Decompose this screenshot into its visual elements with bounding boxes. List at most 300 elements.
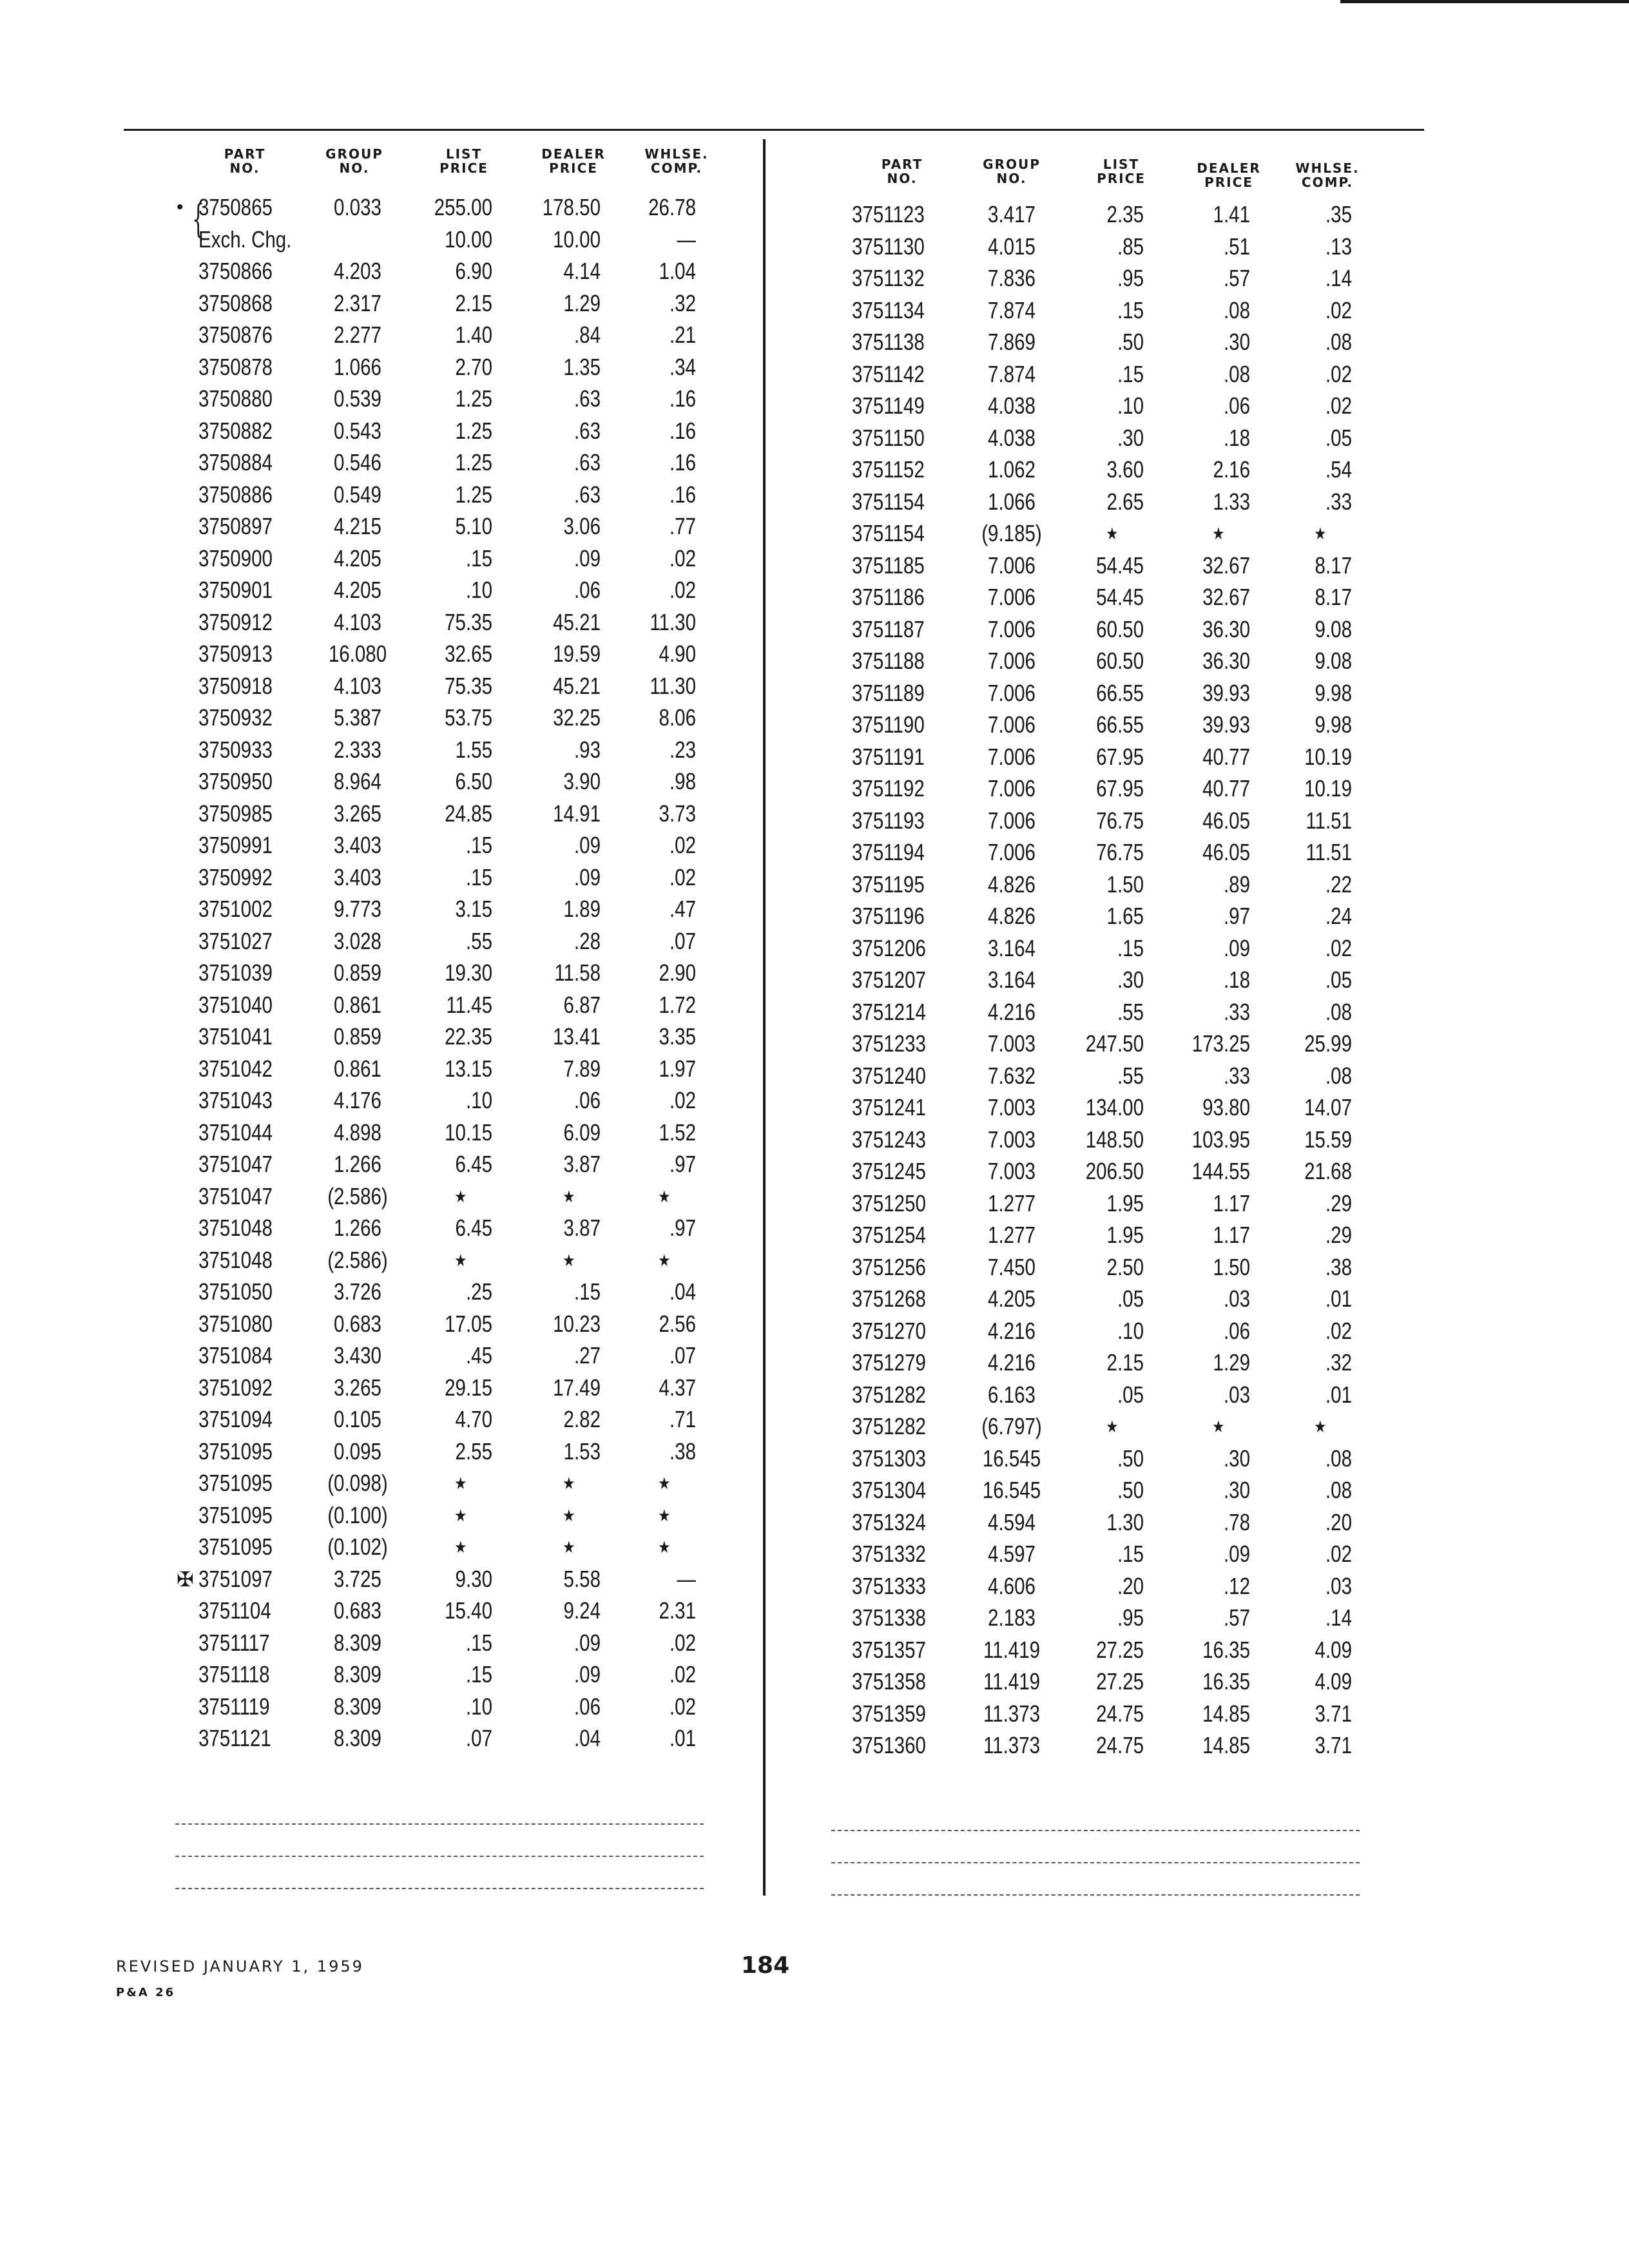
dealer-price-cell: .57 bbox=[1223, 265, 1250, 291]
group-number-cell: 3.265 bbox=[334, 800, 381, 827]
list-price-cell: 1.30 bbox=[1106, 1508, 1144, 1535]
dealer-price-cell: .33 bbox=[1223, 998, 1250, 1025]
group-number-cell: (0.100) bbox=[327, 1501, 388, 1528]
list-price-cell: 60.50 bbox=[1096, 615, 1144, 642]
part-number-cell: 3751189 bbox=[852, 679, 925, 706]
blank-line bbox=[831, 1894, 1360, 1896]
blank-line bbox=[175, 1888, 704, 1889]
part-number-cell: 3751193 bbox=[852, 807, 925, 834]
dealer-price-cell: 17.49 bbox=[553, 1374, 601, 1401]
list-price-cell: .25 bbox=[465, 1278, 492, 1305]
list-price-cell: 1.50 bbox=[1106, 870, 1144, 898]
whlse-comp-cell: .33 bbox=[1325, 488, 1352, 515]
dealer-price-cell: .03 bbox=[1223, 1285, 1250, 1312]
group-number-cell: 0.859 bbox=[334, 959, 381, 986]
dealer-price-cell: 45.21 bbox=[553, 608, 601, 635]
group-number-cell: 6.163 bbox=[988, 1381, 1036, 1408]
part-number-cell: 3750884 bbox=[198, 449, 273, 476]
group-number-cell: 4.205 bbox=[334, 544, 381, 572]
blank-line bbox=[175, 1856, 704, 1857]
whlse-comp-cell: .08 bbox=[1325, 1445, 1352, 1472]
right-header-dealer bbox=[1181, 161, 1277, 189]
whlse-comp-cell: .02 bbox=[669, 544, 696, 572]
dealer-price-cell: .30 bbox=[1223, 1445, 1250, 1472]
part-number-cell: 3751121 bbox=[198, 1725, 271, 1751]
dealer-price-cell: .06 bbox=[574, 577, 601, 603]
dealer-price-cell: .93 bbox=[574, 736, 601, 763]
part-number-cell: 3751279 bbox=[852, 1349, 926, 1376]
list-price-cell: 17.05 bbox=[445, 1310, 492, 1337]
list-price-cell: 11.45 bbox=[446, 991, 492, 1018]
group-number-cell: 7.003 bbox=[988, 1158, 1036, 1184]
whlse-comp-cell: .34 bbox=[669, 353, 696, 380]
list-price-cell: .05 bbox=[1117, 1381, 1144, 1408]
header-group-line2: NO. bbox=[996, 171, 1027, 186]
dealer-price-cell: ★ bbox=[1212, 1417, 1225, 1436]
part-number-cell: 3751095 bbox=[198, 1437, 273, 1465]
part-number-cell: 3751039 bbox=[198, 959, 273, 986]
group-number-cell: 4.103 bbox=[334, 672, 381, 699]
dealer-price-cell: 6.87 bbox=[563, 991, 601, 1018]
part-number-cell: 3751092 bbox=[198, 1374, 273, 1401]
list-price-cell: .15 bbox=[465, 863, 492, 890]
group-number-cell: 4.606 bbox=[988, 1572, 1036, 1599]
dealer-price-cell: 4.14 bbox=[563, 258, 601, 284]
part-number-cell: 3751130 bbox=[852, 233, 925, 260]
whlse-comp-cell: 9.08 bbox=[1315, 615, 1352, 642]
group-number-cell: 16.545 bbox=[982, 1445, 1041, 1472]
part-number-cell: 3751042 bbox=[198, 1055, 273, 1082]
part-number-cell: 3750992 bbox=[198, 863, 273, 890]
part-number-cell: 3750913 bbox=[198, 640, 273, 667]
list-price-cell: .15 bbox=[465, 1629, 492, 1656]
dealer-price-cell: .09 bbox=[1223, 934, 1250, 961]
dealer-price-cell: 32.25 bbox=[553, 704, 601, 731]
dealer-price-cell: .97 bbox=[1223, 903, 1250, 929]
list-price-cell: 2.15 bbox=[1106, 1349, 1144, 1376]
part-number-cell: 3751359 bbox=[852, 1700, 926, 1727]
list-price-cell: .20 bbox=[1117, 1572, 1144, 1599]
group-number-cell: 7.006 bbox=[988, 807, 1036, 834]
list-price-cell: .45 bbox=[465, 1342, 492, 1369]
dealer-price-cell: .30 bbox=[1223, 1477, 1250, 1503]
group-number-cell: (9.185) bbox=[981, 520, 1042, 546]
part-number-cell: 3751138 bbox=[852, 329, 925, 355]
part-number-cell: 3751002 bbox=[198, 896, 273, 922]
list-price-cell: 255.00 bbox=[434, 194, 492, 220]
dealer-price-cell: .09 bbox=[574, 863, 601, 890]
whlse-comp-cell: .02 bbox=[669, 1629, 696, 1656]
group-number-cell: 1.266 bbox=[334, 1215, 381, 1241]
part-number-cell: 3751117 bbox=[198, 1629, 270, 1656]
dealer-price-cell: 14.85 bbox=[1202, 1732, 1250, 1758]
group-number-cell: 4.203 bbox=[334, 258, 381, 284]
dealer-price-cell: .06 bbox=[1223, 392, 1250, 419]
part-number-cell: 3750932 bbox=[198, 704, 273, 731]
part-number-cell: 3751187 bbox=[852, 615, 925, 642]
list-price-cell: 1.25 bbox=[455, 481, 492, 508]
dealer-price-cell: .08 bbox=[1223, 360, 1250, 387]
list-price-cell: 247.50 bbox=[1085, 1030, 1144, 1057]
part-number-cell: 3751190 bbox=[852, 711, 925, 738]
header-whlse-line2: COMP. bbox=[650, 160, 703, 176]
bullet-marker-icon: • bbox=[177, 197, 184, 218]
blank-line bbox=[175, 1823, 704, 1825]
dealer-price-cell: 5.58 bbox=[563, 1565, 601, 1592]
group-number-cell: 2.333 bbox=[334, 736, 381, 763]
group-number-cell: 4.826 bbox=[988, 903, 1036, 929]
cross-marker-icon: ✠ bbox=[177, 1567, 194, 1591]
part-number-cell: 3751044 bbox=[198, 1119, 273, 1146]
whlse-comp-cell: 4.09 bbox=[1315, 1636, 1352, 1663]
part-number-cell: 3751191 bbox=[852, 743, 925, 770]
dealer-price-cell: .28 bbox=[574, 927, 601, 954]
part-number-cell: 3751332 bbox=[852, 1541, 926, 1567]
whlse-comp-cell: 15.59 bbox=[1304, 1126, 1352, 1153]
part-number-cell: 3751185 bbox=[852, 552, 925, 579]
header-part-line1: PART bbox=[224, 146, 266, 162]
group-number-cell: 7.874 bbox=[988, 296, 1036, 323]
list-price-cell: .15 bbox=[1117, 296, 1144, 323]
dealer-price-cell: 32.67 bbox=[1202, 584, 1250, 610]
whlse-comp-cell: .02 bbox=[1325, 1541, 1352, 1567]
group-number-cell: 4.215 bbox=[334, 513, 381, 539]
group-number-cell: 3.430 bbox=[334, 1342, 381, 1369]
whlse-comp-cell: 10.19 bbox=[1304, 743, 1352, 770]
list-price-cell: 10.00 bbox=[445, 226, 492, 253]
part-number-cell: 3751149 bbox=[852, 392, 925, 419]
whlse-comp-cell: .97 bbox=[669, 1151, 696, 1177]
part-number-cell: 3751243 bbox=[852, 1126, 926, 1153]
group-number-cell: 7.632 bbox=[988, 1062, 1036, 1089]
group-number-cell: 11.419 bbox=[983, 1636, 1041, 1663]
whlse-comp-cell: .24 bbox=[1325, 903, 1352, 929]
dealer-price-cell: .09 bbox=[574, 1629, 601, 1656]
group-number-cell: 8.309 bbox=[334, 1725, 381, 1751]
group-number-cell: 1.066 bbox=[334, 353, 381, 380]
list-price-cell: .15 bbox=[465, 1661, 492, 1687]
dealer-price-cell: .57 bbox=[1223, 1604, 1250, 1631]
part-number-cell: 3751118 bbox=[198, 1661, 270, 1687]
whlse-comp-cell: .29 bbox=[1325, 1222, 1352, 1248]
whlse-comp-cell: 4.09 bbox=[1315, 1668, 1352, 1695]
list-price-cell: .15 bbox=[1117, 360, 1144, 387]
group-number-cell: 0.539 bbox=[334, 385, 381, 412]
whlse-comp-cell: .23 bbox=[669, 736, 696, 763]
group-number-cell: 4.038 bbox=[988, 424, 1036, 451]
dealer-price-cell: 6.09 bbox=[563, 1119, 601, 1146]
dealer-price-cell: 3.90 bbox=[563, 768, 601, 794]
group-number-cell: 1.277 bbox=[988, 1222, 1036, 1248]
header-list-line2: PRICE bbox=[1097, 171, 1146, 186]
part-number-cell: 3751027 bbox=[198, 927, 273, 954]
list-price-cell: .15 bbox=[1117, 934, 1144, 961]
part-number-cell: 3750878 bbox=[198, 353, 273, 380]
whlse-comp-cell: ★ bbox=[658, 1186, 671, 1206]
list-price-cell: 1.55 bbox=[455, 736, 492, 763]
whlse-comp-cell: .16 bbox=[669, 417, 696, 444]
whlse-comp-cell: .32 bbox=[1325, 1349, 1352, 1376]
whlse-comp-cell: .14 bbox=[1325, 1604, 1352, 1631]
list-price-cell: .55 bbox=[465, 927, 492, 954]
whlse-comp-cell: .38 bbox=[1325, 1253, 1352, 1280]
part-number-cell: 3751194 bbox=[852, 839, 925, 865]
whlse-comp-cell: .22 bbox=[1325, 870, 1352, 898]
whlse-comp-cell: .02 bbox=[1325, 360, 1352, 387]
part-number-cell: 3750912 bbox=[198, 608, 273, 635]
part-number-cell: 3751188 bbox=[852, 648, 925, 674]
dealer-price-cell: 1.89 bbox=[563, 896, 601, 922]
whlse-comp-cell: .29 bbox=[1325, 1189, 1352, 1216]
whlse-comp-cell: .04 bbox=[669, 1278, 696, 1305]
list-price-cell: 53.75 bbox=[445, 704, 492, 731]
dealer-price-cell: .06 bbox=[574, 1693, 601, 1720]
dealer-price-cell: .04 bbox=[574, 1725, 601, 1751]
group-number-cell: 4.176 bbox=[334, 1087, 381, 1113]
group-number-cell: 7.006 bbox=[988, 775, 1036, 802]
list-price-cell: 24.75 bbox=[1096, 1700, 1144, 1727]
dealer-price-cell: 103.95 bbox=[1191, 1126, 1250, 1153]
dealer-price-cell: 32.67 bbox=[1202, 552, 1250, 579]
whlse-comp-cell: .21 bbox=[669, 322, 696, 348]
part-number-cell: 3751206 bbox=[852, 934, 926, 961]
part-number-cell: 3750865 bbox=[198, 194, 273, 220]
group-number-cell: 0.683 bbox=[334, 1597, 381, 1624]
part-number-cell: 3750900 bbox=[198, 544, 273, 572]
dealer-price-cell: .18 bbox=[1223, 424, 1250, 451]
group-number-cell: 3.164 bbox=[988, 934, 1036, 961]
list-price-cell: 22.35 bbox=[445, 1023, 492, 1050]
whlse-comp-cell: .02 bbox=[669, 1087, 696, 1113]
part-number-cell: 3751254 bbox=[852, 1222, 926, 1248]
group-number-cell: 7.003 bbox=[988, 1126, 1036, 1153]
group-number-cell: 0.105 bbox=[334, 1406, 381, 1432]
dealer-price-cell: 36.30 bbox=[1202, 615, 1250, 642]
dealer-price-cell: 93.80 bbox=[1202, 1094, 1250, 1120]
group-number-cell: 0.543 bbox=[334, 417, 381, 444]
dealer-price-cell: .15 bbox=[574, 1278, 601, 1305]
list-price-cell: .10 bbox=[465, 1693, 492, 1720]
list-price-cell: .55 bbox=[1117, 998, 1144, 1025]
whlse-comp-cell: .02 bbox=[669, 863, 696, 890]
group-number-cell: 4.216 bbox=[988, 1349, 1036, 1376]
group-number-cell: (2.586) bbox=[327, 1182, 388, 1209]
whlse-comp-cell: .97 bbox=[669, 1215, 696, 1241]
dealer-price-cell: ★ bbox=[563, 1537, 575, 1557]
group-number-cell: 5.387 bbox=[334, 704, 381, 731]
whlse-comp-cell: 9.08 bbox=[1315, 648, 1352, 674]
part-number-cell: 3751338 bbox=[852, 1604, 926, 1631]
whlse-comp-cell: .16 bbox=[669, 481, 696, 508]
list-price-cell: 10.15 bbox=[445, 1119, 492, 1146]
header-whlse-line1: WHLSE. bbox=[644, 146, 709, 162]
part-number-cell: 3751050 bbox=[198, 1278, 273, 1305]
list-price-cell: ★ bbox=[1106, 524, 1119, 543]
part-number-cell: 3751304 bbox=[852, 1477, 926, 1503]
part-number-cell: 3751268 bbox=[852, 1285, 926, 1312]
dealer-price-cell: 10.00 bbox=[553, 226, 601, 253]
dealer-price-cell: 16.35 bbox=[1202, 1668, 1250, 1695]
list-price-cell: 54.45 bbox=[1096, 584, 1144, 610]
group-number-cell: 1.066 bbox=[988, 488, 1036, 515]
part-number-cell: 3750882 bbox=[198, 417, 273, 444]
dealer-price-cell: 1.53 bbox=[563, 1437, 601, 1465]
dealer-price-cell: .09 bbox=[1223, 1541, 1250, 1567]
whlse-comp-cell: .08 bbox=[1325, 1062, 1352, 1089]
list-price-cell: ★ bbox=[454, 1250, 467, 1270]
group-number-cell: 7.006 bbox=[988, 743, 1036, 770]
part-number-cell: 3751250 bbox=[852, 1189, 926, 1216]
group-number-cell: 11.373 bbox=[983, 1700, 1041, 1727]
list-price-cell: 148.50 bbox=[1085, 1126, 1144, 1153]
whlse-comp-cell: 3.71 bbox=[1315, 1700, 1352, 1727]
part-number-cell: 3751119 bbox=[198, 1693, 270, 1720]
dealer-price-cell: .63 bbox=[574, 481, 601, 508]
dealer-price-cell: 1.29 bbox=[1213, 1349, 1250, 1376]
part-number-cell: 3750868 bbox=[198, 289, 273, 316]
group-number-cell: 2.183 bbox=[988, 1604, 1036, 1631]
part-number-cell: 3751094 bbox=[198, 1406, 273, 1432]
whlse-comp-cell: .08 bbox=[1325, 329, 1352, 355]
header-part-line1: PART bbox=[881, 157, 923, 172]
list-price-cell: 1.95 bbox=[1106, 1222, 1144, 1248]
whlse-comp-cell: .71 bbox=[669, 1406, 696, 1432]
dealer-price-cell: 144.55 bbox=[1191, 1158, 1250, 1184]
whlse-comp-cell: .01 bbox=[1325, 1381, 1352, 1408]
part-number-cell: 3751095 bbox=[198, 1501, 273, 1528]
dealer-price-cell: .78 bbox=[1223, 1508, 1250, 1535]
dealer-price-cell: ★ bbox=[563, 1250, 575, 1270]
whlse-comp-cell: 2.31 bbox=[659, 1597, 696, 1624]
list-price-cell: 1.25 bbox=[455, 417, 492, 444]
list-price-cell: .10 bbox=[465, 577, 492, 603]
group-number-cell: 4.015 bbox=[988, 233, 1036, 260]
part-number-cell: 3751080 bbox=[198, 1310, 273, 1337]
group-number-cell: 8.309 bbox=[334, 1661, 381, 1687]
group-number-cell: 0.859 bbox=[334, 1023, 381, 1050]
header-part-line2: NO. bbox=[229, 160, 260, 176]
group-number-cell: 4.594 bbox=[988, 1508, 1036, 1535]
dealer-price-cell: .08 bbox=[1223, 296, 1250, 323]
whlse-comp-cell: 8.06 bbox=[659, 704, 696, 731]
part-number-cell: 3751095 bbox=[198, 1533, 273, 1560]
list-price-cell: 76.75 bbox=[1096, 807, 1144, 834]
group-number-cell: 4.216 bbox=[988, 998, 1036, 1025]
list-price-cell: 206.50 bbox=[1085, 1158, 1144, 1184]
part-number-cell: 3751104 bbox=[198, 1597, 271, 1624]
dealer-price-cell: 1.41 bbox=[1213, 201, 1250, 227]
whlse-comp-cell: .32 bbox=[669, 289, 696, 316]
part-number-cell: 3751041 bbox=[198, 1023, 273, 1050]
dealer-price-cell: .27 bbox=[574, 1342, 601, 1369]
whlse-comp-cell: .13 bbox=[1325, 233, 1352, 260]
whlse-comp-cell: .02 bbox=[669, 832, 696, 858]
part-number-cell: Exch. Chg. bbox=[198, 226, 292, 253]
dealer-price-cell: 14.85 bbox=[1202, 1700, 1250, 1727]
group-number-cell: 3.403 bbox=[334, 863, 381, 890]
list-price-cell: 2.35 bbox=[1106, 201, 1144, 227]
part-number-cell: 3751152 bbox=[852, 456, 925, 483]
part-number-cell: 3750876 bbox=[198, 322, 273, 348]
part-number-cell: 3751233 bbox=[852, 1030, 926, 1057]
whlse-comp-cell: 9.98 bbox=[1315, 711, 1352, 738]
list-price-cell: 6.90 bbox=[455, 258, 492, 284]
list-price-cell: .07 bbox=[465, 1725, 492, 1751]
dealer-price-cell: 36.30 bbox=[1202, 648, 1250, 674]
part-number-cell: 3750886 bbox=[198, 481, 273, 508]
list-price-cell: .15 bbox=[1117, 1541, 1144, 1567]
whlse-comp-cell: 1.97 bbox=[659, 1055, 696, 1082]
dealer-price-cell: .09 bbox=[574, 832, 601, 858]
group-number-cell: 0.861 bbox=[334, 1055, 381, 1082]
whlse-comp-cell: ★ bbox=[658, 1505, 671, 1525]
group-number-cell: 2.277 bbox=[334, 322, 381, 348]
part-number-cell: 3751358 bbox=[852, 1668, 926, 1695]
whlse-comp-cell: .35 bbox=[1325, 201, 1352, 227]
whlse-comp-cell: 1.72 bbox=[659, 991, 696, 1018]
whlse-comp-cell: ★ bbox=[1314, 1417, 1327, 1436]
list-price-cell: 32.65 bbox=[445, 640, 492, 667]
whlse-comp-cell: .08 bbox=[1325, 1477, 1352, 1503]
dealer-price-cell: ★ bbox=[563, 1474, 575, 1493]
list-price-cell: 6.45 bbox=[455, 1215, 492, 1241]
dealer-price-cell: .03 bbox=[1223, 1381, 1250, 1408]
part-number-cell: 3751214 bbox=[852, 998, 926, 1025]
list-price-cell: .10 bbox=[465, 1087, 492, 1113]
list-price-cell: 134.00 bbox=[1085, 1094, 1144, 1120]
dealer-price-cell: 178.50 bbox=[542, 194, 601, 220]
dealer-price-cell: .06 bbox=[574, 1087, 601, 1113]
right-header-part bbox=[857, 157, 947, 186]
group-number-cell: 2.317 bbox=[334, 289, 381, 316]
whlse-comp-cell: .02 bbox=[1325, 392, 1352, 419]
part-number-cell: 3751150 bbox=[852, 424, 925, 451]
dealer-price-cell: .63 bbox=[574, 385, 601, 412]
part-number-cell: 3751360 bbox=[852, 1732, 926, 1758]
whlse-comp-cell: 26.78 bbox=[648, 194, 696, 220]
list-price-cell: .30 bbox=[1117, 966, 1144, 993]
form-code: P&A 26 bbox=[116, 1986, 176, 1999]
whlse-comp-cell: 3.35 bbox=[659, 1023, 696, 1050]
group-number-cell: 11.373 bbox=[983, 1732, 1041, 1758]
right-header-group bbox=[967, 157, 1057, 186]
whlse-comp-cell: 1.52 bbox=[659, 1119, 696, 1146]
group-number-cell: 4.038 bbox=[988, 392, 1036, 419]
dealer-price-cell: 173.25 bbox=[1191, 1030, 1250, 1057]
group-number-cell: 8.309 bbox=[334, 1693, 381, 1720]
list-price-cell: 75.35 bbox=[445, 672, 492, 699]
header-part-line2: NO. bbox=[887, 171, 918, 186]
dealer-price-cell: 1.17 bbox=[1213, 1222, 1250, 1248]
dealer-price-cell: 39.93 bbox=[1202, 711, 1250, 738]
part-number-cell: 3751154 bbox=[852, 488, 925, 515]
group-number-cell: 0.546 bbox=[334, 449, 381, 476]
whlse-comp-cell: 2.56 bbox=[659, 1310, 696, 1337]
part-number-cell: 3751186 bbox=[852, 584, 925, 610]
group-number-cell: 7.006 bbox=[988, 839, 1036, 865]
group-number-cell: 1.062 bbox=[988, 456, 1036, 483]
dealer-price-cell: .63 bbox=[574, 417, 601, 444]
whlse-comp-cell: 10.19 bbox=[1304, 775, 1352, 802]
group-number-cell: 3.725 bbox=[334, 1565, 381, 1592]
part-number-cell: 3750880 bbox=[198, 385, 273, 412]
whlse-comp-cell: 9.98 bbox=[1315, 679, 1352, 706]
group-number-cell: 11.419 bbox=[983, 1668, 1041, 1695]
whlse-comp-cell: .14 bbox=[1325, 265, 1352, 291]
whlse-comp-cell: ★ bbox=[658, 1250, 671, 1270]
whlse-comp-cell: .98 bbox=[669, 768, 696, 794]
whlse-comp-cell: .07 bbox=[669, 927, 696, 954]
